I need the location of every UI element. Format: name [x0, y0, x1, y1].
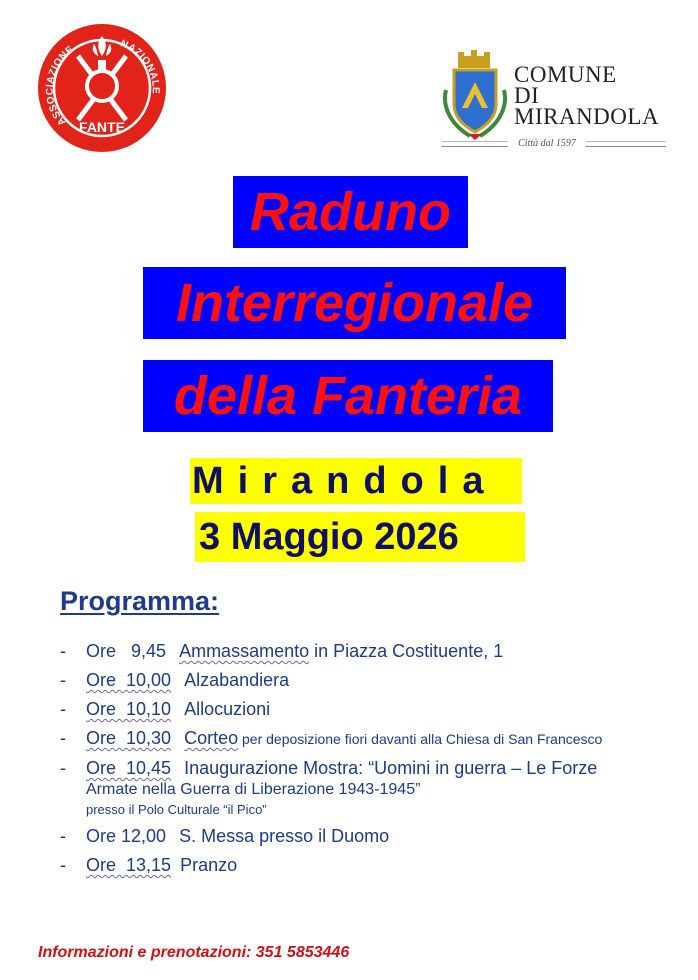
dash-bullet: - — [60, 699, 66, 719]
item-event: S. Messa presso il Duomo — [179, 826, 390, 846]
item-time: Ore 10,10 — [86, 699, 172, 719]
dash-bullet: - — [60, 728, 66, 748]
program-item — [60, 825, 690, 847]
di-line: DI — [514, 83, 540, 108]
program-heading: Programma: — [60, 586, 220, 616]
comune-line: COMUNE — [514, 62, 617, 87]
item-event: Ammassamento — [179, 641, 310, 661]
svg-text:ASSOCIAZIONE: ASSOCIAZIONE — [44, 44, 76, 128]
item-time: Ore 12,00 — [86, 826, 167, 846]
title-line-3: della Fanteria — [143, 360, 553, 432]
fante-label: FANTE — [79, 119, 125, 135]
program-item — [60, 640, 690, 662]
coat-of-arms-icon — [440, 50, 510, 142]
item-rest: per deposizione fiori davanti alla Chiesa di San Francesco — [238, 731, 603, 747]
mirandola-line: MIRANDOLA — [514, 104, 660, 129]
program-item — [60, 727, 690, 750]
item-detail: Armate nella Guerra di Liberazione 1943-1945” — [86, 781, 421, 798]
tagline: Città dal 1597 — [508, 138, 586, 149]
item-time: Ore 10,45 — [86, 758, 172, 778]
title-line-2: Interregionale — [143, 267, 566, 339]
event-date: 3 Maggio 2026 — [195, 512, 525, 562]
program-list — [60, 640, 690, 883]
program-item — [60, 854, 690, 876]
dash-bullet: - — [60, 758, 66, 778]
item-event: Corteo — [184, 728, 239, 748]
contact-info: Informazioni e prenotazioni: 351 5853446 — [38, 944, 350, 961]
program-item — [60, 669, 690, 691]
item-event: Alzabandiera — [184, 670, 290, 690]
comune-di-mirandola-logo — [440, 50, 670, 150]
city-name: Mirandola — [190, 458, 522, 504]
item-time: Ore 10,30 — [86, 728, 172, 748]
dash-bullet: - — [60, 641, 66, 661]
program-item — [60, 757, 690, 818]
title-line-1: Raduno — [233, 176, 468, 248]
dash-bullet: - — [60, 670, 66, 690]
item-time: Ore 9,45 — [86, 641, 167, 661]
svg-text:NAZIONALE: NAZIONALE — [118, 38, 161, 95]
item-event: Inaugurazione Mostra: — [184, 758, 364, 778]
item-time: Ore 13,15 — [86, 855, 172, 875]
item-time: Ore 10,00 — [86, 670, 172, 690]
item-location: presso il Polo Culturale “il Pico” — [86, 802, 267, 817]
dash-bullet: - — [60, 826, 66, 846]
item-rest: in Piazza Costituente, 1 — [309, 641, 504, 661]
item-rest: “Uomini in guerra – Le Forze — [363, 758, 598, 778]
dash-bullet: - — [60, 855, 66, 875]
associazione-fante-logo — [36, 22, 168, 154]
item-event: Pranzo — [180, 855, 238, 875]
item-event: Allocuzioni — [184, 699, 271, 719]
program-item — [60, 698, 690, 720]
